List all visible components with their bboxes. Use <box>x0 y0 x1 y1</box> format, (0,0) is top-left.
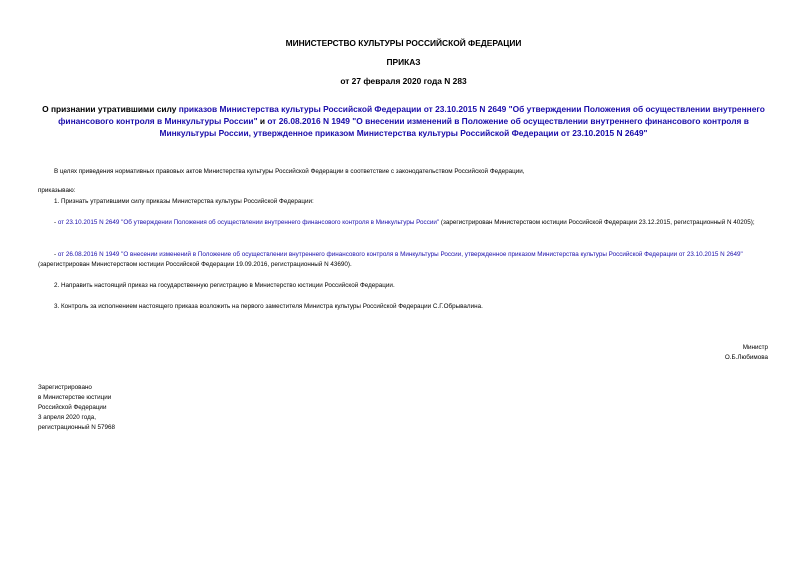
sub-item-2-link[interactable]: от 26.08.2016 N 1949 "О внесении изменений в Положение об осуществлении внутреннего финансового контроля в Минкультуры России, утвержденное приказом Министерства культуры Российской Федерации от 23.10.2015 N 2649" <box>57 251 743 258</box>
item-3: 3. Контроль за исполнением настоящего приказа возложить на первого заместителя Министра культуры Российской Федерации С.Г.Обрывалина. <box>54 303 483 310</box>
sub-item-2 <box>38 250 772 269</box>
registration-line-1: Зарегистрировано <box>38 384 92 391</box>
title-link-1[interactable]: приказов Министерства культуры Российской Федерации от 23.10.2015 N 2649 "Об утверждении Положения об осуществлении внутреннего финансового контроля в Минкультуры России" <box>58 104 765 126</box>
registration-line-2: в Министерстве юстиции <box>38 394 112 401</box>
preamble: В целях приведения нормативных правовых актов Министерства культуры Российской Федерации в соответствие с законодательством Российской Федерации, <box>54 168 525 175</box>
registration-line-4: 3 апреля 2020 года, <box>38 414 96 421</box>
document-title <box>40 103 767 139</box>
sub-item-1-link[interactable]: от 23.10.2015 N 2649 "Об утверждении Положения об осуществлении внутреннего финансового контроля в Минкультуры России" <box>57 219 440 226</box>
registration-line-3: Российской Федерации <box>38 404 107 411</box>
sub-item-1-rest: (зарегистрирован Министерством юстиции Российской Федерации 23.12.2015, регистрационный N 40205); <box>439 219 755 226</box>
sub-item-1 <box>38 218 772 228</box>
signature-name: О.Б.Любимова <box>724 354 768 361</box>
doc-type-heading: ПРИКАЗ <box>386 57 421 67</box>
sub-item-2-rest: (зарегистрирован Министерством юстиции Российской Федерации 19.09.2016, регистрационный N 43690). <box>38 260 352 268</box>
sub-item-2-dash: - <box>54 251 58 258</box>
title-link-2[interactable]: от 26.08.2016 N 1949 "О внесении изменений в Положение об осуществлении внутреннего финансового контроля в Минкультуры России, утвержденное приказом Министерства культуры Российской Федерации от 23.10.2015 N 2649" <box>159 116 749 138</box>
date-number: от 27 февраля 2020 года N 283 <box>340 76 467 86</box>
item-2: 2. Направить настоящий приказ на государственную регистрацию в Министерство юстиции Российской Федерации. <box>54 282 395 289</box>
sub-item-1-dash: - <box>54 219 58 226</box>
order-word: приказываю: <box>38 187 76 194</box>
title-prefix: О признании утратившими силу <box>42 104 179 114</box>
item-1: 1. Признать утратившими силу приказы Министерства культуры Российской Федерации: <box>54 198 314 205</box>
registration-line-5: регистрационный N 57968 <box>38 424 116 431</box>
title-middle: и <box>257 116 268 126</box>
ministry-heading: МИНИСТЕРСТВО КУЛЬТУРЫ РОССИЙСКОЙ ФЕДЕРАЦИИ <box>285 38 522 48</box>
signature-position: Министр <box>742 344 768 351</box>
